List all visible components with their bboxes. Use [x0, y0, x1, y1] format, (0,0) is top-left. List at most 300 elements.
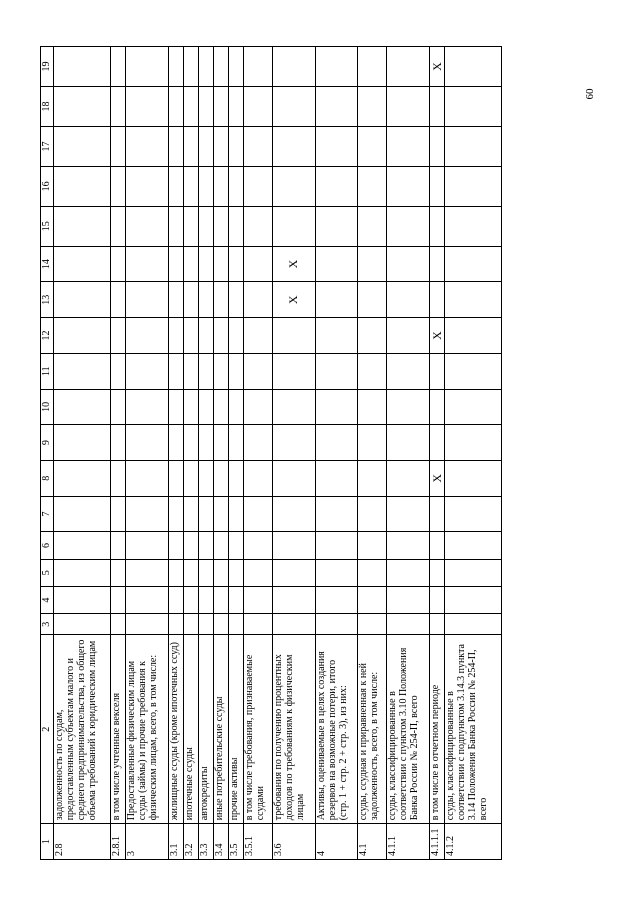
empty-cell [445, 353, 502, 389]
empty-cell [228, 353, 243, 389]
empty-cell [445, 614, 502, 635]
empty-cell [54, 246, 111, 282]
empty-cell [228, 166, 243, 206]
col-header: 14 [41, 246, 54, 282]
page-number: 60 [584, 88, 596, 100]
empty-cell [315, 318, 358, 354]
empty-cell [243, 127, 272, 167]
empty-cell [387, 614, 430, 635]
empty-cell [198, 246, 213, 282]
col-header: 12 [41, 318, 54, 354]
empty-cell [228, 206, 243, 246]
empty-cell [213, 166, 228, 206]
x-mark-cell: X [430, 318, 445, 354]
col-header: 10 [41, 389, 54, 425]
empty-cell [110, 353, 125, 389]
empty-cell [430, 425, 445, 461]
col-header: 17 [41, 127, 54, 167]
empty-cell [125, 353, 168, 389]
empty-cell [198, 559, 213, 586]
empty-cell [387, 47, 430, 87]
table-row [445, 47, 502, 860]
empty-cell [198, 496, 213, 532]
empty-cell [183, 246, 198, 282]
empty-cell [198, 206, 213, 246]
row-number: 3.1 [168, 824, 183, 860]
empty-cell [183, 127, 198, 167]
empty-cell [213, 614, 228, 635]
empty-cell [358, 318, 387, 354]
empty-cell [430, 282, 445, 318]
empty-cell [125, 87, 168, 127]
empty-cell [315, 614, 358, 635]
empty-cell [358, 460, 387, 496]
empty-cell [54, 532, 111, 559]
empty-cell [213, 246, 228, 282]
empty-cell [198, 87, 213, 127]
empty-cell [387, 166, 430, 206]
col-header: 13 [41, 282, 54, 318]
empty-cell [272, 586, 315, 613]
empty-cell [387, 318, 430, 354]
empty-cell [228, 496, 243, 532]
empty-cell [228, 425, 243, 461]
empty-cell [243, 282, 272, 318]
empty-cell [272, 47, 315, 87]
table-row [243, 47, 272, 860]
empty-cell [183, 282, 198, 318]
empty-cell [243, 614, 272, 635]
empty-cell [213, 586, 228, 613]
empty-cell [315, 87, 358, 127]
empty-cell [445, 246, 502, 282]
empty-cell [125, 496, 168, 532]
empty-cell [445, 166, 502, 206]
col-header: 16 [41, 166, 54, 206]
empty-cell [125, 425, 168, 461]
empty-cell [272, 496, 315, 532]
empty-cell [213, 460, 228, 496]
empty-cell [168, 47, 183, 87]
empty-cell [228, 460, 243, 496]
empty-cell [183, 586, 198, 613]
empty-cell [110, 559, 125, 586]
empty-cell [168, 389, 183, 425]
empty-cell [243, 532, 272, 559]
x-mark-cell: X [272, 282, 315, 318]
empty-cell [54, 47, 111, 87]
empty-cell [387, 282, 430, 318]
row-number: 3.3 [198, 824, 213, 860]
empty-cell [243, 389, 272, 425]
empty-cell [358, 496, 387, 532]
empty-cell [168, 166, 183, 206]
empty-cell [183, 318, 198, 354]
row-label: ипотечные ссуды [183, 635, 198, 824]
row-number: 3 [125, 824, 168, 860]
empty-cell [213, 559, 228, 586]
empty-cell [228, 47, 243, 87]
table-row [315, 47, 358, 860]
empty-cell [110, 246, 125, 282]
empty-cell [54, 425, 111, 461]
row-label: ссуды, классифицированные в соответствии с подпунктом 3.14.3 пункта 3.14 Положения Банка России № 254-П, всего [445, 635, 502, 824]
row-number: 4.1 [358, 824, 387, 860]
empty-cell [315, 460, 358, 496]
empty-cell [358, 246, 387, 282]
row-number: 3.5.1 [243, 824, 272, 860]
row-number: 4.1.1.1 [430, 824, 445, 860]
row-number: 4.1.2 [445, 824, 502, 860]
empty-cell [198, 389, 213, 425]
row-number: 4.1.1 [387, 824, 430, 860]
empty-cell [358, 127, 387, 167]
header-row [41, 47, 54, 860]
empty-cell [198, 166, 213, 206]
empty-cell [228, 282, 243, 318]
col-header: 5 [41, 559, 54, 586]
empty-cell [213, 87, 228, 127]
empty-cell [243, 318, 272, 354]
table-row [228, 47, 243, 860]
empty-cell [183, 353, 198, 389]
empty-cell [183, 425, 198, 461]
empty-cell [110, 206, 125, 246]
empty-cell [168, 127, 183, 167]
row-label: жилищные ссуды (кроме ипотечных ссуд) [168, 635, 183, 824]
empty-cell [272, 532, 315, 559]
empty-cell [54, 586, 111, 613]
row-number: 3.5 [228, 824, 243, 860]
empty-cell [272, 127, 315, 167]
empty-cell [168, 282, 183, 318]
row-number: 2.8.1 [110, 824, 125, 860]
row-label: ссуды, ссудная и приравненная к ней задолженность, всего, в том числе: [358, 635, 387, 824]
empty-cell [358, 389, 387, 425]
col-header: 3 [41, 614, 54, 635]
empty-cell [183, 47, 198, 87]
empty-cell [213, 127, 228, 167]
empty-cell [358, 586, 387, 613]
table-row [387, 47, 430, 860]
empty-cell [213, 425, 228, 461]
empty-cell [387, 460, 430, 496]
empty-cell [430, 166, 445, 206]
table-row [272, 47, 315, 860]
empty-cell [54, 460, 111, 496]
empty-cell [272, 425, 315, 461]
empty-cell [272, 559, 315, 586]
empty-cell [168, 353, 183, 389]
empty-cell [54, 559, 111, 586]
row-number: 3.4 [213, 824, 228, 860]
empty-cell [213, 318, 228, 354]
empty-cell [54, 389, 111, 425]
empty-cell [445, 282, 502, 318]
empty-cell [387, 206, 430, 246]
empty-cell [183, 206, 198, 246]
empty-cell [198, 127, 213, 167]
row-number: 3.6 [272, 824, 315, 860]
row-label: иные потребительские ссуды [213, 635, 228, 824]
empty-cell [125, 206, 168, 246]
empty-cell [243, 496, 272, 532]
empty-cell [228, 318, 243, 354]
empty-cell [445, 532, 502, 559]
empty-cell [198, 532, 213, 559]
empty-cell [228, 389, 243, 425]
empty-cell [243, 586, 272, 613]
col-header: 2 [41, 635, 54, 824]
empty-cell [243, 166, 272, 206]
col-header: 9 [41, 425, 54, 461]
empty-cell [445, 206, 502, 246]
empty-cell [213, 496, 228, 532]
col-header: 1 [41, 824, 54, 860]
table-row [110, 47, 125, 860]
col-header: 8 [41, 460, 54, 496]
empty-cell [54, 318, 111, 354]
empty-cell [110, 425, 125, 461]
empty-cell [110, 496, 125, 532]
table-row [183, 47, 198, 860]
empty-cell [445, 425, 502, 461]
empty-cell [387, 246, 430, 282]
empty-cell [315, 127, 358, 167]
empty-cell [198, 425, 213, 461]
empty-cell [430, 87, 445, 127]
empty-cell [430, 496, 445, 532]
empty-cell [198, 614, 213, 635]
empty-cell [272, 460, 315, 496]
empty-cell [387, 559, 430, 586]
empty-cell [272, 206, 315, 246]
empty-cell [125, 282, 168, 318]
empty-cell [110, 532, 125, 559]
col-header: 11 [41, 353, 54, 389]
row-number: 3.2 [183, 824, 198, 860]
empty-cell [445, 496, 502, 532]
empty-cell [110, 87, 125, 127]
empty-cell [110, 166, 125, 206]
empty-cell [198, 586, 213, 613]
col-header: 7 [41, 496, 54, 532]
empty-cell [213, 532, 228, 559]
col-header: 15 [41, 206, 54, 246]
empty-cell [213, 389, 228, 425]
empty-cell [198, 47, 213, 87]
col-header: 6 [41, 532, 54, 559]
empty-cell [228, 87, 243, 127]
empty-cell [125, 166, 168, 206]
empty-cell [183, 166, 198, 206]
table-row [213, 47, 228, 860]
empty-cell [358, 206, 387, 246]
empty-cell [358, 47, 387, 87]
empty-cell [430, 532, 445, 559]
empty-cell [387, 127, 430, 167]
empty-cell [168, 586, 183, 613]
table-row [198, 47, 213, 860]
empty-cell [358, 559, 387, 586]
row-label: ссуды, классифицированные в соответствии с пунктом 3.10 Положения Банка России № 254-П, всего [387, 635, 430, 824]
empty-cell [315, 532, 358, 559]
empty-cell [315, 246, 358, 282]
empty-cell [183, 87, 198, 127]
empty-cell [430, 614, 445, 635]
empty-cell [125, 318, 168, 354]
empty-cell [54, 614, 111, 635]
empty-cell [358, 166, 387, 206]
empty-cell [125, 127, 168, 167]
row-label: в том числе требования, признаваемые ссудами [243, 635, 272, 824]
empty-cell [110, 614, 125, 635]
empty-cell [387, 496, 430, 532]
empty-cell [358, 353, 387, 389]
row-label: в том числе учтенные векселя [110, 635, 125, 824]
col-header: 19 [41, 47, 54, 87]
empty-cell [125, 460, 168, 496]
empty-cell [358, 87, 387, 127]
empty-cell [430, 246, 445, 282]
empty-cell [358, 614, 387, 635]
empty-cell [430, 353, 445, 389]
empty-cell [213, 353, 228, 389]
empty-cell [387, 425, 430, 461]
empty-cell [315, 353, 358, 389]
empty-cell [110, 282, 125, 318]
empty-cell [445, 318, 502, 354]
empty-cell [54, 87, 111, 127]
x-mark-cell: X [430, 460, 445, 496]
table-row [125, 47, 168, 860]
empty-cell [168, 87, 183, 127]
empty-cell [243, 206, 272, 246]
empty-cell [168, 246, 183, 282]
empty-cell [168, 206, 183, 246]
empty-cell [243, 353, 272, 389]
empty-cell [54, 206, 111, 246]
empty-cell [243, 460, 272, 496]
rotated-table-wrapper [40, 46, 502, 860]
empty-cell [358, 282, 387, 318]
empty-cell [168, 532, 183, 559]
table-row [430, 47, 445, 860]
empty-cell [110, 47, 125, 87]
empty-cell [168, 460, 183, 496]
empty-cell [430, 127, 445, 167]
empty-cell [110, 460, 125, 496]
row-number: 2.8 [54, 824, 111, 860]
empty-cell [387, 389, 430, 425]
empty-cell [272, 353, 315, 389]
row-label: задолженность по ссудам, предоставленным субъектам малого и среднего предпринимательства, из общего объема требований к юридическим лицам [54, 635, 111, 824]
empty-cell [54, 496, 111, 532]
empty-cell [168, 559, 183, 586]
empty-cell [168, 425, 183, 461]
empty-cell [445, 460, 502, 496]
table-row [358, 47, 387, 860]
empty-cell [272, 87, 315, 127]
empty-cell [430, 586, 445, 613]
empty-cell [315, 586, 358, 613]
empty-cell [110, 318, 125, 354]
empty-cell [243, 246, 272, 282]
empty-cell [213, 206, 228, 246]
empty-cell [387, 532, 430, 559]
row-label: автокредиты [198, 635, 213, 824]
empty-cell [430, 559, 445, 586]
empty-cell [272, 166, 315, 206]
empty-cell [125, 246, 168, 282]
empty-cell [213, 282, 228, 318]
empty-cell [183, 460, 198, 496]
table-body [41, 47, 502, 860]
col-header: 4 [41, 586, 54, 613]
empty-cell [430, 389, 445, 425]
empty-cell [183, 496, 198, 532]
row-label: требования по получению процентных доходов по требованиям к физическим лицам [272, 635, 315, 824]
empty-cell [445, 389, 502, 425]
col-header: 18 [41, 87, 54, 127]
row-label: прочие активы [228, 635, 243, 824]
empty-cell [125, 586, 168, 613]
empty-cell [198, 318, 213, 354]
empty-cell [315, 166, 358, 206]
empty-cell [387, 586, 430, 613]
empty-cell [228, 559, 243, 586]
empty-cell [54, 282, 111, 318]
empty-cell [183, 614, 198, 635]
empty-cell [183, 389, 198, 425]
empty-cell [228, 614, 243, 635]
empty-cell [125, 389, 168, 425]
row-label: в том числе в отчетном периоде [430, 635, 445, 824]
table-row [168, 47, 183, 860]
empty-cell [54, 353, 111, 389]
empty-cell [387, 353, 430, 389]
empty-cell [243, 47, 272, 87]
empty-cell [430, 206, 445, 246]
empty-cell [228, 532, 243, 559]
empty-cell [228, 586, 243, 613]
empty-cell [445, 87, 502, 127]
empty-cell [243, 87, 272, 127]
empty-cell [445, 586, 502, 613]
empty-cell [168, 614, 183, 635]
empty-cell [272, 318, 315, 354]
empty-cell [358, 425, 387, 461]
table-row [54, 47, 111, 860]
empty-cell [168, 496, 183, 532]
row-number: 4 [315, 824, 358, 860]
empty-cell [213, 47, 228, 87]
empty-cell [358, 532, 387, 559]
empty-cell [198, 460, 213, 496]
empty-cell [315, 496, 358, 532]
empty-cell [110, 586, 125, 613]
empty-cell [445, 559, 502, 586]
empty-cell [110, 389, 125, 425]
empty-cell [228, 246, 243, 282]
empty-cell [54, 127, 111, 167]
empty-cell [125, 559, 168, 586]
data-table [40, 46, 502, 860]
empty-cell [125, 614, 168, 635]
empty-cell [168, 318, 183, 354]
empty-cell [243, 559, 272, 586]
empty-cell [243, 425, 272, 461]
